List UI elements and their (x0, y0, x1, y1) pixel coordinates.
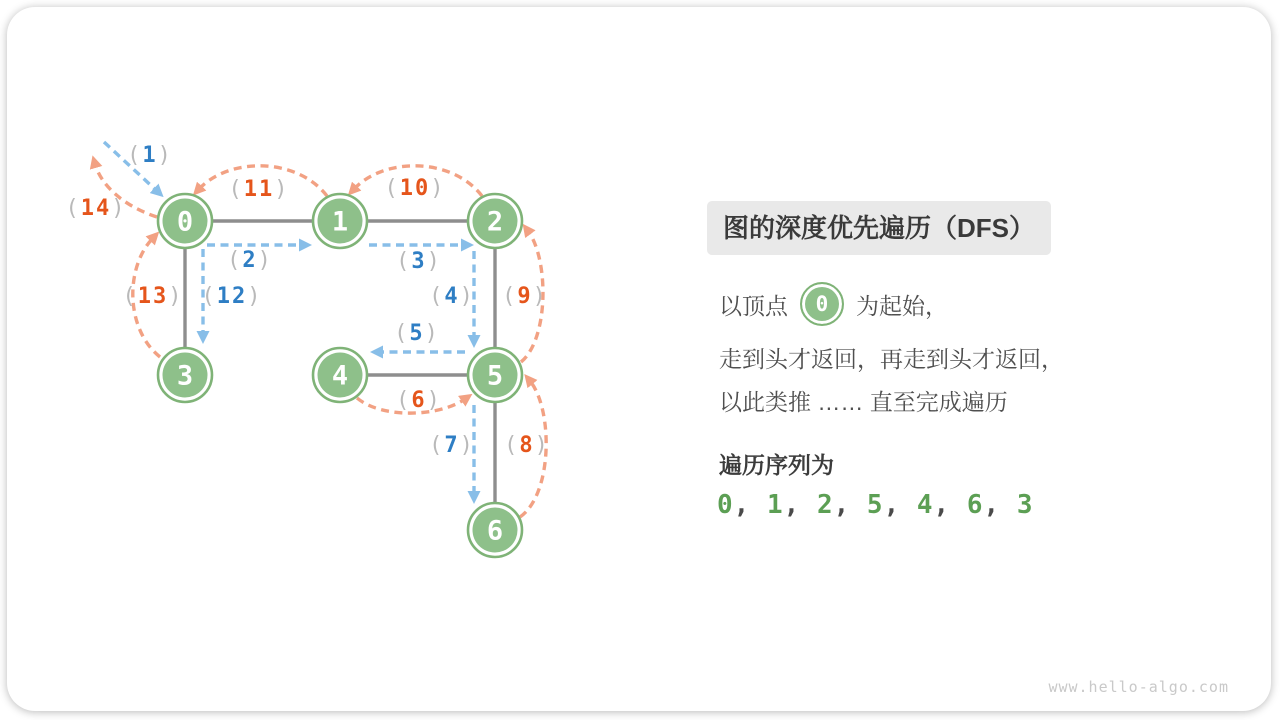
sequence-value: 0 (717, 490, 734, 520)
backtrack-step-label-6: (6) (396, 387, 442, 413)
sequence-separator: , (933, 490, 967, 520)
dfs-graph-diagram (7, 7, 667, 627)
watermark: www.hello-algo.com (1048, 678, 1229, 696)
forward-step-label-1: (1) (127, 142, 173, 168)
graph-node-value: 3 (176, 360, 194, 392)
forward-step-label-5: (5) (394, 320, 440, 346)
sequence-heading: 遍历序列为 (719, 452, 834, 478)
sequence-separator: , (883, 490, 917, 520)
graph-node-value: 1 (331, 206, 349, 238)
start-vertex-badge (800, 282, 844, 326)
start-vertex-value: 0 (815, 292, 829, 316)
sequence-value: 4 (916, 490, 934, 520)
backtrack-step-label-11: (11) (228, 176, 290, 202)
description-line-1 (719, 281, 948, 327)
figure-title-text: 图的深度优先遍历（DFS） (723, 213, 1036, 243)
sequence-separator: , (783, 490, 817, 520)
desc-prefix: 以顶点 (719, 292, 788, 319)
graph-node-3 (158, 348, 212, 402)
backtrack-step-label-9: (9) (502, 283, 548, 309)
sequence-value: 2 (816, 490, 834, 520)
description-line-2: 走到头才返回，再走到头才返回， (719, 346, 1064, 372)
traversal-sequence (717, 490, 1033, 520)
sequence-value: 3 (1016, 490, 1034, 520)
graph-node-4 (313, 348, 367, 402)
sequence-value: 5 (866, 490, 884, 520)
backtrack-step-label-14: (14) (65, 195, 127, 221)
graph-node-6 (468, 503, 522, 557)
forward-step-label-2: (2) (227, 247, 273, 273)
backtrack-step-label-13: (13) (122, 283, 184, 309)
graph-node-value: 2 (486, 206, 504, 238)
forward-step-label-12: (12) (201, 283, 263, 309)
graph-node-value: 0 (176, 206, 194, 238)
sequence-separator: , (833, 490, 867, 520)
figure-card (7, 7, 1271, 711)
sequence-value: 1 (766, 490, 784, 520)
backtrack-step-label-10: (10) (384, 175, 446, 201)
graph-node-0 (158, 194, 212, 248)
forward-step-label-3: (3) (396, 248, 442, 274)
graph-node-value: 4 (331, 360, 349, 392)
graph-node-5 (468, 348, 522, 402)
graph-node-value: 6 (486, 515, 504, 547)
sequence-value: 6 (966, 490, 984, 520)
graph-node-1 (313, 194, 367, 248)
forward-step-label-7: (7) (429, 432, 475, 458)
graph-node-value: 5 (486, 360, 504, 392)
figure-title (707, 201, 1051, 255)
sequence-separator: , (983, 490, 1017, 520)
description-line-3: 以此类推 …… 直至完成遍历 (719, 389, 1008, 415)
backtrack-step-label-8: (8) (504, 432, 550, 458)
forward-step-label-4: (4) (429, 283, 475, 309)
desc-suffix: 为起始， (856, 292, 948, 319)
graph-node-2 (468, 194, 522, 248)
sequence-separator: , (733, 490, 767, 520)
